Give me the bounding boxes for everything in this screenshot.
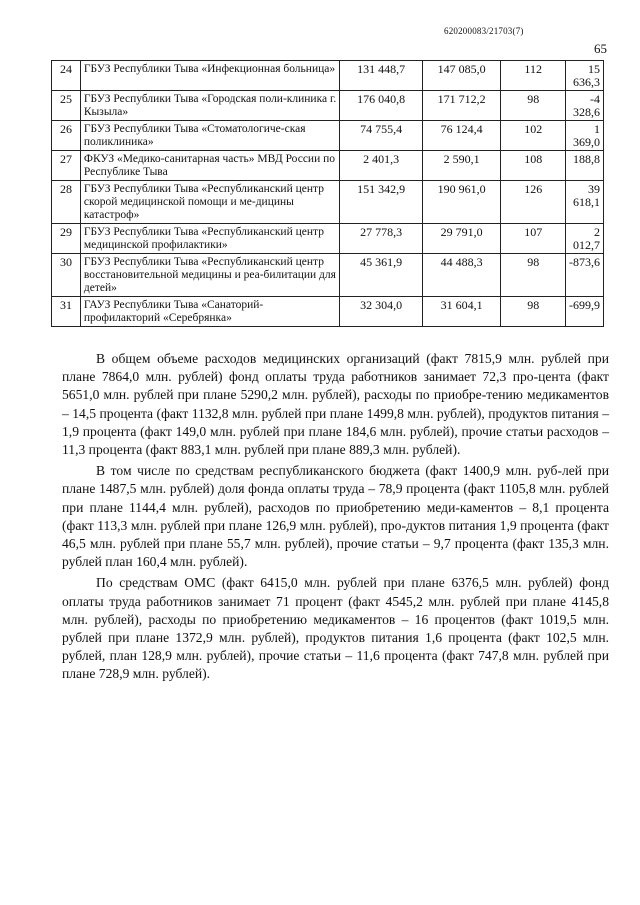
deviation-value: 15 636,3: [566, 61, 604, 91]
percent-value: 98: [501, 297, 566, 327]
fact-value: 190 961,0: [422, 181, 501, 224]
plan-value: 32 304,0: [340, 297, 423, 327]
row-number: 27: [52, 151, 81, 181]
organization-name: ФКУЗ «Медико-санитарная часть» МВД России по Республике Тыва: [80, 151, 339, 181]
deviation-value: 1 369,0: [566, 121, 604, 151]
organization-name: ГБУЗ Республики Тыва «Республиканский центр восстановительной медицины и реа-билитации для детей»: [80, 254, 339, 297]
row-number: 25: [52, 91, 81, 121]
paragraph-total-expenses: В общем объеме расходов медицинских организаций (факт 7815,9 млн. рублей при плане 7864,0 млн. рублей) фонд оплаты труда работников занимает 72,3 про-цента (факт 5651,0 млн. рублей при плане 5290,2 млн. рублей), расходы по приобре-тению медикаментов – 14,5 процента (факт 1132,8 млн. рублей при плане 1499,8 млн. рублей), продуктов питания – 1,9 процента (факт 149,0 млн. рублей при плане 184,6 млн. рублей), прочие статьи расходов – 11,3 процента (факт 883,1 млн. рублей при плане 889,3 млн. рублей).: [62, 351, 609, 458]
fact-value: 29 791,0: [422, 224, 501, 254]
paragraph-oms-funds: По средствам ОМС (факт 6415,0 млн. рублей при плане 6376,5 млн. рублей) фонд оплаты труда работников занимает 71 процент (факт 4545,2 млн. рублей при плане 4145,8 млн. рублей), расходы по приобретению медикаментов – 16 процентов (факт 1019,5 млн. рублей при плане 1372,9 млн. рублей), продуктов питания 1,6 процента (факт 102,5 млн. рублей, план 128,9 млн. рублей), прочие статьи – 11,6 процента (факт 747,8 млн. рублей при плане 728,9 млн. рублей).: [62, 575, 609, 682]
percent-value: 108: [501, 151, 566, 181]
organization-name: ГБУЗ Республики Тыва «Республиканский центр медицинской профилактики»: [80, 224, 339, 254]
organization-name: ГБУЗ Республики Тыва «Республиканский центр скорой медицинской помощи и ме-дицины катастроф»: [80, 181, 339, 224]
row-number: 29: [52, 224, 81, 254]
document-id: 620200083/21703(7): [444, 26, 524, 36]
table-row: [52, 224, 604, 254]
organization-name: ГБУЗ Республики Тыва «Городская поли-клиника г. Кызыла»: [80, 91, 339, 121]
table-row: [52, 61, 604, 91]
fact-value: 44 488,3: [422, 254, 501, 297]
deviation-value: 39 618,1: [566, 181, 604, 224]
plan-value: 45 361,9: [340, 254, 423, 297]
plan-value: 151 342,9: [340, 181, 423, 224]
table-row: [52, 151, 604, 181]
deviation-value: -699,9: [566, 297, 604, 327]
percent-value: 126: [501, 181, 566, 224]
fact-value: 31 604,1: [422, 297, 501, 327]
organization-name: ГБУЗ Республики Тыва «Инфекционная больница»: [80, 61, 339, 91]
plan-value: 74 755,4: [340, 121, 423, 151]
row-number: 28: [52, 181, 81, 224]
deviation-value: 2 012,7: [566, 224, 604, 254]
plan-value: 2 401,3: [340, 151, 423, 181]
row-number: 24: [52, 61, 81, 91]
table-row: [52, 91, 604, 121]
fact-value: 2 590,1: [422, 151, 501, 181]
body-text: [62, 350, 609, 687]
deviation-value: 188,8: [566, 151, 604, 181]
page-number: 65: [594, 41, 607, 56]
deviation-value: -873,6: [566, 254, 604, 297]
plan-value: 176 040,8: [340, 91, 423, 121]
row-number: 30: [52, 254, 81, 297]
paragraph-republican-budget: В том числе по средствам республиканского бюджета (факт 1400,9 млн. руб-лей при плане 1487,5 млн. рублей) доля фонда оплаты труда – 78,9 процента (факт 1105,8 млн. рублей при плане 1144,4 млн. рублей), расходов по приобретению меди-каментов – 8,1 процента (факт 113,3 млн. рублей при плане 126,9 млн. рублей), про-дуктов питания 1,9 процента (факт 46,5 млн. рублей при плане 55,7 млн. рублей), прочие статьи – 9,7 процента (факт 135,3 млн. рублей план 160,4 млн. рублей).: [62, 463, 609, 570]
organization-name: ГБУЗ Республики Тыва «Стоматологиче-ская поликлиника»: [80, 121, 339, 151]
table-row: [52, 121, 604, 151]
row-number: 31: [52, 297, 81, 327]
deviation-value: -4 328,6: [566, 91, 604, 121]
expenditure-table: [51, 60, 604, 327]
percent-value: 107: [501, 224, 566, 254]
fact-value: 76 124,4: [422, 121, 501, 151]
fact-value: 171 712,2: [422, 91, 501, 121]
plan-value: 131 448,7: [340, 61, 423, 91]
plan-value: 27 778,3: [340, 224, 423, 254]
fact-value: 147 085,0: [422, 61, 501, 91]
row-number: 26: [52, 121, 81, 151]
table-row: [52, 254, 604, 297]
percent-value: 102: [501, 121, 566, 151]
percent-value: 98: [501, 254, 566, 297]
percent-value: 112: [501, 61, 566, 91]
percent-value: 98: [501, 91, 566, 121]
organization-name: ГАУЗ Республики Тыва «Санаторий-профилакторий «Серебрянка»: [80, 297, 339, 327]
table-row: [52, 181, 604, 224]
table-row: [52, 297, 604, 327]
